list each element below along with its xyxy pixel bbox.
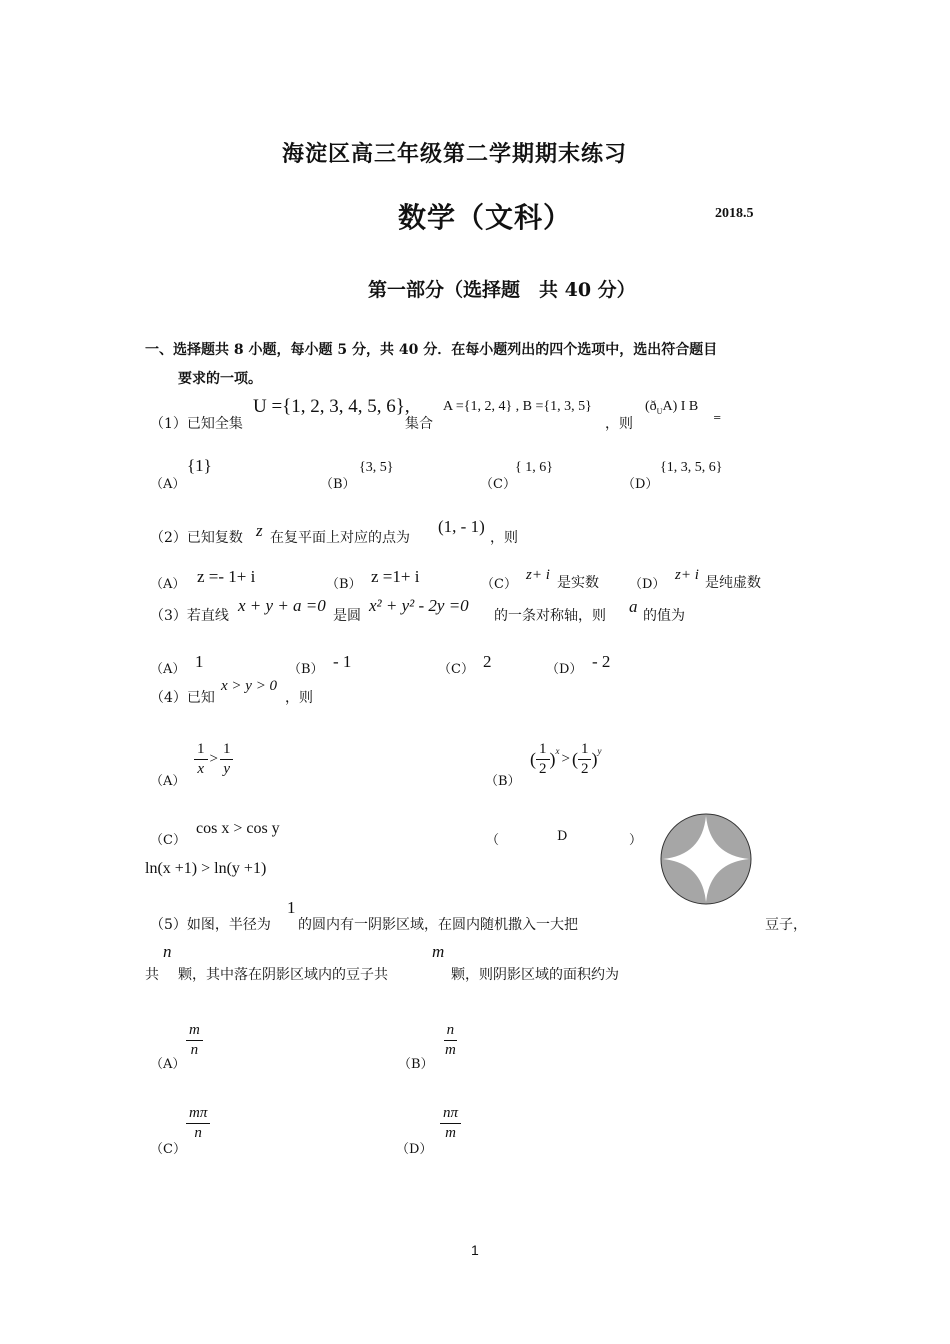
q4-b-open1: ( <box>530 749 536 769</box>
q3-option-d[interactable]: - 2 <box>592 652 611 671</box>
q4-option-d[interactable]: ln(x +1) > ln(y +1) <box>145 860 267 877</box>
q5-c-num: mπ <box>186 1104 210 1124</box>
q4-option-b[interactable] <box>530 740 601 779</box>
q1-then: ，则 <box>605 416 633 432</box>
page-number: 1 <box>471 1242 479 1258</box>
q1-option-d-label: （D） <box>622 477 659 492</box>
q5-option-c-label: （C） <box>150 1142 186 1157</box>
q5-option-d-label: （D） <box>396 1142 433 1157</box>
q3-option-c[interactable]: 2 <box>483 652 492 671</box>
q3-option-d-label: （D） <box>546 662 583 677</box>
q2-option-d-label: （D） <box>629 577 666 592</box>
q1-expr-part2: A) I B <box>662 399 699 414</box>
q1-expr <box>645 399 698 416</box>
q4-a-frac1: $\frac{1}{x}$ <box>194 740 208 779</box>
q5-prefix: （5）如图，半径为 <box>150 917 271 933</box>
section-instruction-cont: 要求的一项。 <box>178 371 262 387</box>
q3-circle-equation: x² + y² - 2y =0 <box>369 596 469 615</box>
q4-a-frac2: $\frac{1}{y}$ <box>220 740 234 779</box>
q1-expr-part1: (ð <box>645 399 657 414</box>
q4-condition: x > y > 0 <box>221 678 278 694</box>
q2-option-a[interactable]: z =- 1+ i <box>197 567 256 586</box>
q1-option-a-label: （A） <box>150 477 186 492</box>
q2-option-a-label: （A） <box>150 577 186 592</box>
exam-title: 海淀区高三年级第二学期期末练习 <box>282 141 628 167</box>
section-title: 第一部分（选择题 共 40 分） <box>368 279 636 301</box>
q3-line-equation: x + y + a =0 <box>238 596 326 615</box>
q3-option-b-label: （B） <box>288 662 324 677</box>
q4-b-close2: ) <box>591 749 598 769</box>
q4-b-exp1: x <box>555 746 560 756</box>
q1-expr-sub: U <box>656 406 663 416</box>
q3-option-a-label: （A） <box>150 662 186 677</box>
q2-option-d[interactable]: z+ i <box>675 567 699 583</box>
q4-option-c[interactable]: cos x > cos y <box>196 820 280 837</box>
q4-option-a-label: （A） <box>150 774 186 789</box>
q1-mid: 集合 <box>405 416 433 432</box>
q2-prefix: （2）已知复数 <box>150 530 243 546</box>
q4-prefix: （4）已知 <box>150 690 215 706</box>
q3-option-a[interactable]: 1 <box>195 652 204 671</box>
q5-b-den: m <box>445 1042 456 1058</box>
q5-c-den: n <box>194 1125 202 1141</box>
q2-point: (1, - 1) <box>438 517 485 536</box>
q5-var-n: n <box>163 942 172 961</box>
q3-suffix: 的一条对称轴，则 <box>494 608 606 624</box>
q5-radius: 1 <box>287 898 296 917</box>
q2-var: z <box>256 521 263 540</box>
q4-b-frac1: $\frac{1}{2}$ <box>536 740 550 779</box>
q1-option-c[interactable]: { 1, 6} <box>515 460 553 475</box>
q3-option-b[interactable]: - 1 <box>333 652 352 671</box>
q5-line2-a: 共 <box>145 967 159 983</box>
q4-b-close1: ) <box>549 749 556 769</box>
q2-option-c[interactable]: z+ i <box>526 567 550 583</box>
q1-option-b-label: （B） <box>320 477 356 492</box>
q2-option-c-tail: 是实数 <box>557 575 599 591</box>
q2-option-b[interactable]: z =1+ i <box>371 567 420 586</box>
q5-option-a[interactable] <box>186 1021 203 1060</box>
q1-option-a[interactable]: {1} <box>187 456 212 475</box>
q5-option-b[interactable] <box>442 1021 459 1060</box>
q3-tail: 的值为 <box>643 608 685 624</box>
q2-option-d-tail: 是纯虚数 <box>705 575 761 591</box>
q3-option-c-label: （C） <box>438 662 474 677</box>
q2-option-c-label: （C） <box>481 577 517 592</box>
q3-mid: 是圆 <box>333 608 361 624</box>
q5-mid: 的圆内有一阴影区域，在圆内随机撒入一大把 <box>298 917 578 933</box>
q4-b-open2: ( <box>571 749 578 769</box>
q2-option-b-label: （B） <box>326 577 362 592</box>
q4-option-c-label: （C） <box>150 833 186 848</box>
q4-option-a[interactable] <box>194 740 233 779</box>
q5-line2-b: 颗，其中落在阴影区域内的豆子共 <box>178 967 388 983</box>
q5-b-num: n <box>444 1021 458 1041</box>
q4-b-exp2: y <box>597 746 602 756</box>
section-instruction: 一、选择题共 8 小题，每小题 5 分，共 40 分．在每小题列出的四个选项中，选出符合题目 <box>145 342 718 358</box>
q1-equals: = <box>713 413 722 424</box>
q4-b-op: > <box>561 751 570 767</box>
q5-option-d[interactable] <box>440 1104 461 1143</box>
q4-suffix: ，则 <box>285 690 313 706</box>
q1-universal-set: U ={1, 2, 3, 4, 5, 6}, <box>253 396 410 417</box>
q4-option-b-label: （B） <box>485 774 521 789</box>
q5-option-a-label: （A） <box>150 1057 186 1072</box>
q5-var-m: m <box>432 942 445 961</box>
q1-option-b[interactable]: {3, 5} <box>359 460 394 475</box>
q5-option-c[interactable] <box>186 1104 210 1143</box>
q1-option-c-label: （C） <box>480 477 516 492</box>
q5-tail: 豆子， <box>765 917 807 933</box>
q4-option-d-label: （ <box>486 833 500 848</box>
q5-d-num: nπ <box>440 1104 461 1124</box>
subject-title: 数学（文科） <box>398 201 573 234</box>
q5-figure <box>659 812 753 906</box>
q3-var: a <box>629 597 638 616</box>
q1-prefix: （1）已知全集 <box>150 416 243 432</box>
q4-option-d-close: ） <box>629 833 643 848</box>
q2-mid: 在复平面上对应的点为 <box>270 530 410 546</box>
q2-suffix: ，则 <box>490 530 518 546</box>
q5-option-b-label: （B） <box>398 1057 434 1072</box>
q3-prefix: （3）若直线 <box>150 608 229 624</box>
q4-b-frac2: $\frac{1}{2}$ <box>578 740 592 779</box>
q1-sets: A ={1, 2, 4} , B ={1, 3, 5} <box>443 399 592 414</box>
q5-line2-c: 颗，则阴影区域的面积约为 <box>451 967 619 983</box>
q5-a-num: m <box>186 1021 203 1041</box>
q5-d-den: m <box>445 1125 456 1141</box>
q4-a-op: > <box>209 751 218 767</box>
q5-a-den: n <box>190 1042 199 1058</box>
q1-option-d[interactable]: {1, 3, 5, 6} <box>660 460 723 475</box>
exam-date: 2018.5 <box>715 206 754 221</box>
q4-option-d-mark: D <box>557 829 568 844</box>
